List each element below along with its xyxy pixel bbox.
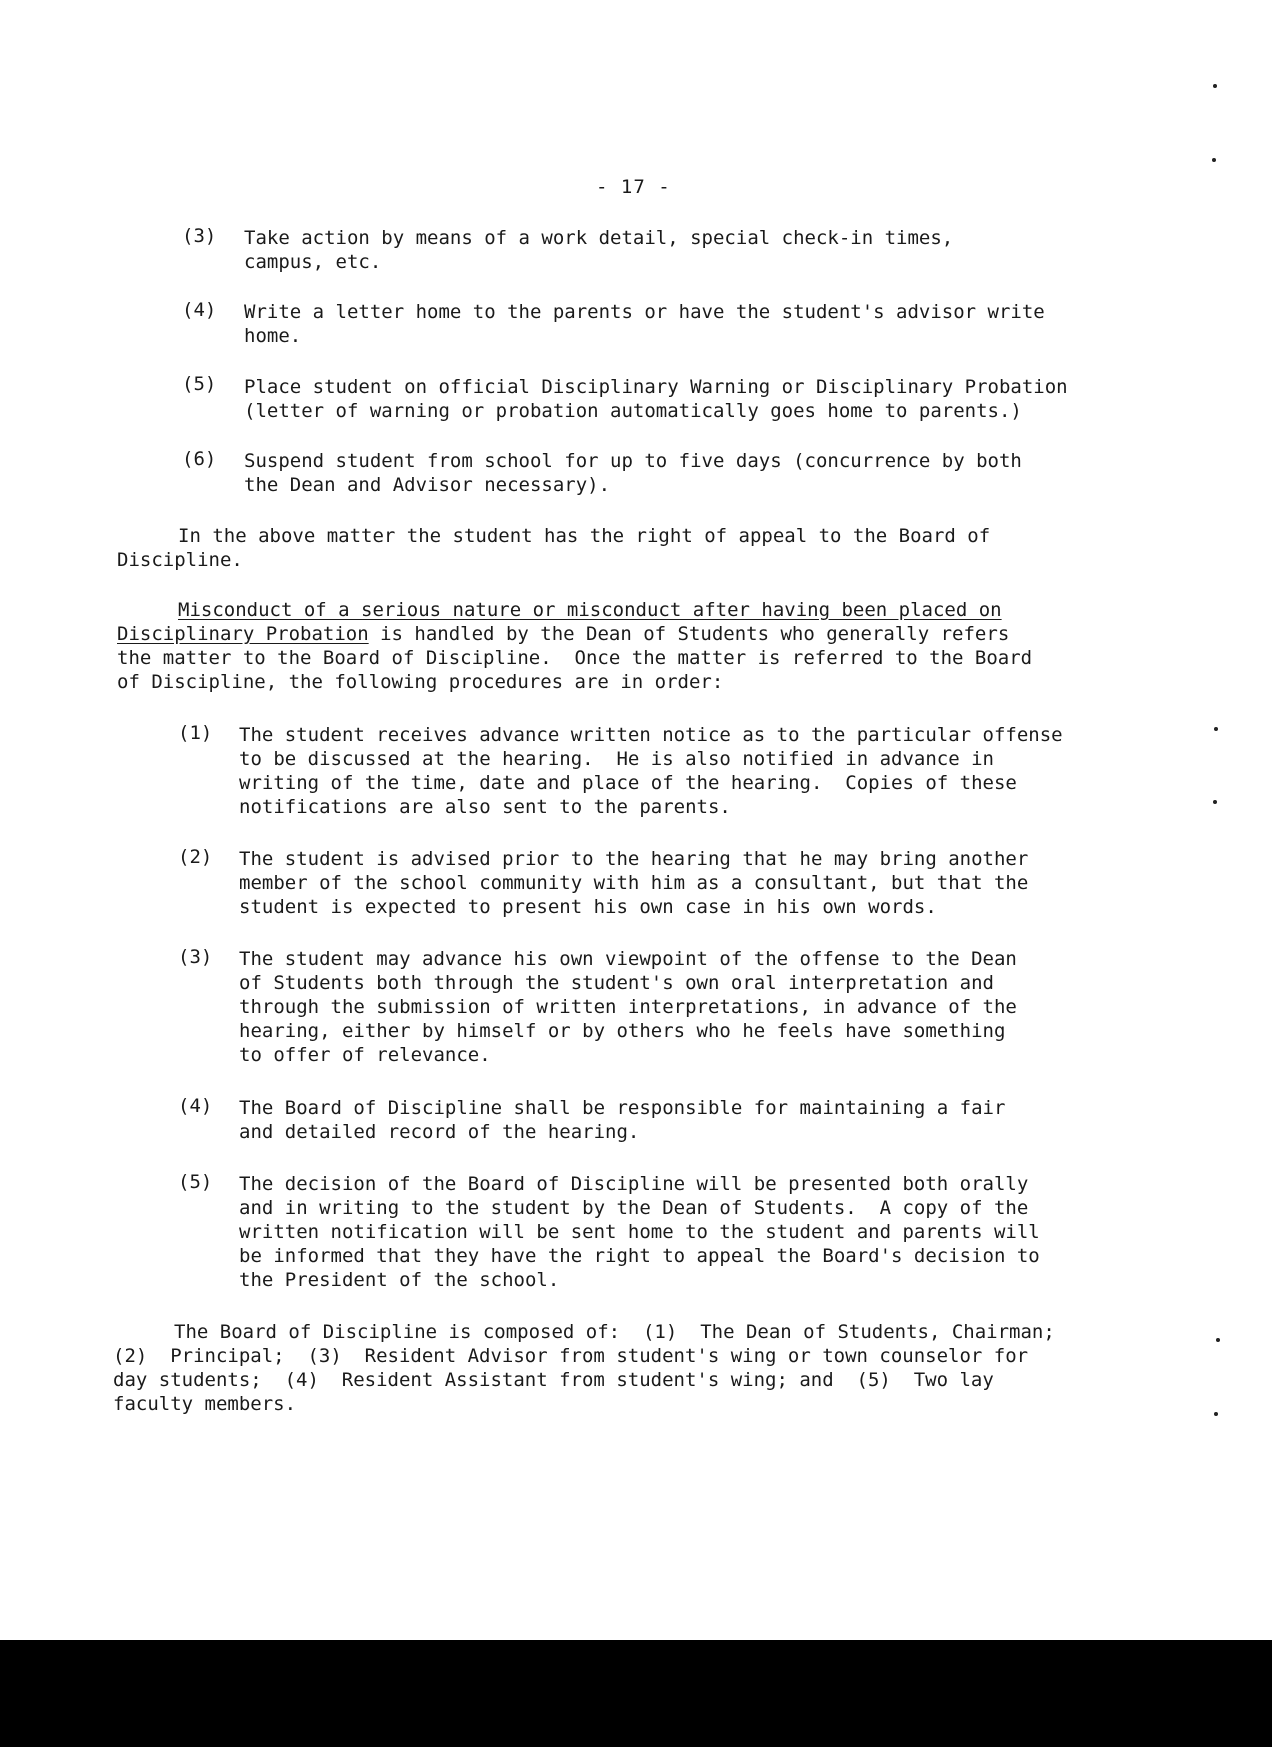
item-text: student is expected to present his own case in his own words.	[239, 896, 937, 918]
item-text: of Students both through the student's own oral interpretation and	[239, 972, 994, 994]
item-number: (4)	[182, 299, 217, 321]
item-number: (6)	[182, 448, 217, 470]
item-text: home.	[244, 325, 302, 347]
scan-speck	[1214, 1412, 1218, 1416]
scan-speck	[1216, 1338, 1220, 1342]
scan-speck	[1213, 800, 1217, 804]
item-number: (5)	[178, 1171, 213, 1193]
underlined-text: Disciplinary Probation	[117, 623, 369, 645]
item-text: the President of the school.	[239, 1269, 560, 1291]
item-text: Suspend student from school for up to five days (concurrence by both	[244, 450, 1022, 472]
scan-border	[0, 1640, 1272, 1747]
item-text: The Board of Discipline shall be responsible for maintaining a fair	[239, 1097, 1006, 1119]
item-text: writing of the time, date and place of the hearing. Copies of these	[239, 772, 1017, 794]
item-text: The student receives advance written notice as to the particular offense	[239, 724, 1063, 746]
item-text: and in writing to the student by the Dean of Students. A copy of the	[239, 1197, 1029, 1219]
item-text: written notification will be sent home to the student and parents will	[239, 1221, 1040, 1243]
scan-speck	[1212, 158, 1216, 162]
page-number: - 17 -	[596, 176, 671, 198]
item-number: (1)	[178, 722, 213, 744]
paragraph-line: of Discipline, the following procedures are in order:	[117, 671, 724, 693]
item-text: and detailed record of the hearing.	[239, 1121, 640, 1143]
scan-speck	[1214, 727, 1218, 731]
item-number: (3)	[182, 225, 217, 247]
paragraph-line: (2) Principal; (3) Resident Advisor from student's wing or town counselor for	[113, 1345, 1029, 1367]
item-text: The student may advance his own viewpoint of the offense to the Dean	[239, 948, 1017, 970]
paragraph-line: faculty members.	[113, 1393, 297, 1415]
item-text: (letter of warning or probation automatically goes home to parents.)	[244, 400, 1022, 422]
item-number: (5)	[182, 373, 217, 395]
item-number: (4)	[178, 1095, 213, 1117]
item-text: Write a letter home to the parents or have the student's advisor write	[244, 301, 1045, 323]
item-text: Take action by means of a work detail, special check-in times,	[244, 227, 954, 249]
item-text: to be discussed at the hearing. He is also notified in advance in	[239, 748, 994, 770]
item-number: (2)	[178, 846, 213, 868]
paragraph-line: day students; (4) Resident Assistant from student's wing; and (5) Two lay	[113, 1369, 994, 1391]
item-text: notifications are also sent to the parents.	[239, 796, 731, 818]
item-text: hearing, either by himself or by others who he feels have something	[239, 1020, 1006, 1042]
paragraph-text: is handled by the Dean of Students who generally refers	[368, 623, 1010, 645]
paragraph-line: The Board of Discipline is composed of: (1) The Dean of Students, Chairman;	[174, 1321, 1055, 1343]
item-number: (3)	[178, 946, 213, 968]
item-text: through the submission of written interpretations, in advance of the	[239, 996, 1017, 1018]
item-text: to offer of relevance.	[239, 1044, 491, 1066]
item-text: member of the school community with him as a consultant, but that the	[239, 872, 1029, 894]
item-text: the Dean and Advisor necessary).	[244, 474, 611, 496]
paragraph-line: In the above matter the student has the right of appeal to the Board of	[178, 525, 991, 547]
paragraph-line	[117, 622, 1009, 646]
item-text: Place student on official Disciplinary Warning or Disciplinary Probation	[244, 376, 1068, 398]
underlined-text: Misconduct of a serious nature or misconduct after having been placed on	[178, 599, 1002, 621]
scan-speck	[1213, 84, 1217, 88]
item-text: campus, etc.	[244, 251, 382, 273]
paragraph-line: Discipline.	[117, 549, 243, 571]
item-text: be informed that they have the right to appeal the Board's decision to	[239, 1245, 1040, 1267]
paragraph-line: the matter to the Board of Discipline. Once the matter is referred to the Board	[117, 647, 1033, 669]
item-text: The decision of the Board of Discipline will be presented both orally	[239, 1173, 1029, 1195]
item-text: The student is advised prior to the hearing that he may bring another	[239, 848, 1029, 870]
